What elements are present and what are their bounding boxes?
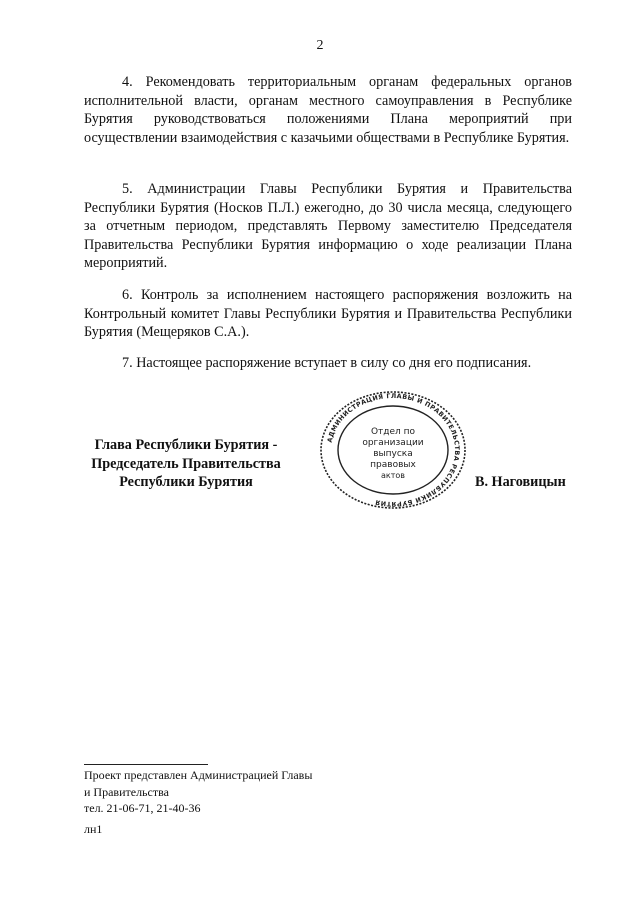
paragraph-5: 5. Администрации Главы Республики Бурятия и Правительства Республики Бурятия (Носков П.Л.) ежегодно, до 30 числа месяца, следующего за отчетным периодом, представлять Первому заместителю Председателя Правительства Республики Бурятия информацию о ходе реализации Плана мероприятий. [84, 181, 572, 272]
footnote-line: тел. 21-06-71, 21-40-36 [84, 801, 201, 815]
paragraph-6: 6. Контроль за исполнением настоящего распоряжения возложить на Контрольный комитет Главы Республики Бурятия и Правительства Республики Бурятия (Мещеряков С.А.). [84, 287, 572, 341]
signatory-name: В. Наговицын [475, 474, 566, 490]
footnote-divider [84, 764, 208, 765]
stamp-center-line: правовых [370, 460, 416, 470]
footnote [84, 767, 312, 817]
stamp-center-line: выпуска [373, 449, 413, 459]
footnote-line: и Правительства [84, 784, 169, 799]
signatory-title-line: Председатель Правительства [91, 455, 281, 472]
stamp-center-line: актов [380, 471, 406, 480]
document-code: лн1 [84, 822, 103, 836]
signatory-title-line: Республики Бурятия [119, 474, 253, 491]
signatory-title [86, 436, 286, 492]
stamp-center-line: организации [362, 438, 424, 448]
signatory-title-line: Глава Республики Бурятия - [94, 437, 278, 453]
page-number: 2 [316, 38, 324, 53]
paragraph-4: 4. Рекомендовать территориальным органам федеральных органов исполнительной власти, органам местного самоуправления в Республике Бурятия руководствоваться положениями Плана мероприятий при осуществлении взаимодействия с казачьими обществами в Республике Бурятия. [84, 74, 572, 146]
footnote-line: Проект представлен Администрацией Главы [84, 768, 313, 782]
stamp-center-line: Отдел по [370, 427, 416, 437]
paragraph-7: 7. Настоящее распоряжение вступает в силу со дня его подписания. [122, 355, 532, 371]
official-stamp [318, 390, 468, 510]
stamp-ring-text: АДМИНИСТРАЦИЯ ГЛАВЫ И ПРАВИТЕЛЬСТВА РЕСПУБЛИКИ БУРЯТИЯ [325, 391, 462, 509]
